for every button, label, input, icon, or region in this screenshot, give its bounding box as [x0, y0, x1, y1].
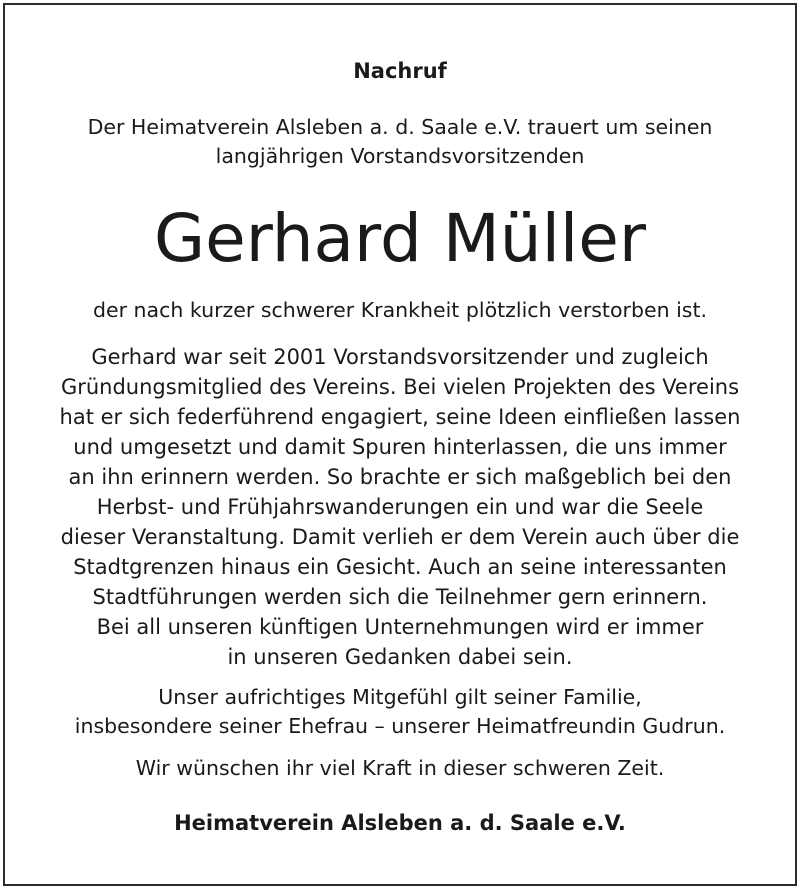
tribute-line: Stadtgrenzen hinaus ein Gesicht. Auch an seine interessanten	[73, 555, 727, 579]
notice-heading: Nachruf	[353, 59, 447, 83]
intro-line: Der Heimatverein Alsleben a. d. Saale e.V. trauert um seinen	[87, 115, 713, 139]
intro-text	[0, 113, 800, 171]
tribute-line: dieser Veranstaltung. Damit verlieh er dem Verein auch über die	[60, 525, 740, 549]
signature: Heimatverein Alsleben a. d. Saale e.V.	[174, 811, 626, 835]
tribute-line: und umgesetzt und damit Spuren hinterlassen, die uns immer	[73, 435, 727, 459]
tribute-text	[0, 342, 800, 672]
tribute-line: Gründungsmitglied des Vereins. Bei vielen Projekten des Vereins	[60, 375, 740, 399]
sympathy-line: Unser aufrichtiges Mitgefühl gilt seiner Familie,	[158, 685, 642, 709]
tribute-line: hat er sich federführend engagiert, seine Ideen einfließen lassen	[59, 405, 741, 429]
sympathy-line: insbesondere seiner Ehefrau – unserer Heimatfreundin Gudrun.	[74, 714, 726, 738]
deceased-name: Gerhard Müller	[153, 200, 647, 277]
tribute-line: an ihn erinnern werden. So brachte er sich maßgeblich bei den	[68, 465, 732, 489]
sympathy-text	[0, 683, 800, 741]
tribute-line: Herbst- und Frühjahrswanderungen ein und war die Seele	[96, 495, 704, 519]
intro-line: langjährigen Vorstandsvorsitzenden	[215, 144, 585, 168]
tribute-line: in unseren Gedanken dabei sein.	[227, 645, 573, 669]
tribute-line: Stadtführungen werden sich die Teilnehmer gern erinnern.	[92, 585, 708, 609]
wish-text: Wir wünschen ihr viel Kraft in dieser schweren Zeit.	[135, 756, 665, 780]
tribute-line: Gerhard war seit 2001 Vorstandsvorsitzender und zugleich	[91, 345, 709, 369]
tribute-line: Bei all unseren künftigen Unternehmungen wird er immer	[96, 615, 704, 639]
cause-of-death-text: der nach kurzer schwerer Krankheit plötzlich verstorben ist.	[92, 298, 708, 322]
